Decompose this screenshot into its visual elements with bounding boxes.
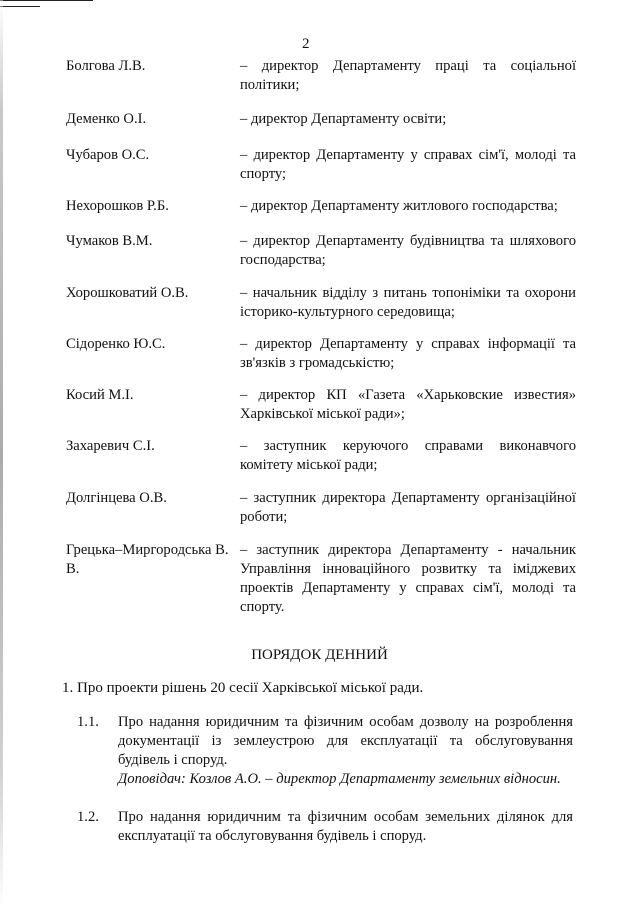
sub-item-number: 1.1. [77,714,99,730]
sub-item-text [118,808,573,846]
speaker-line: Доповідач: Козлов А.О. – директор Департаменту земельних відносин. [118,771,561,787]
sub-item-body: Про надання юридичним та фізичним особам земельних ділянок для експлуатації та обслуговування будівель і споруд. [118,809,573,844]
member-role: – заступник директора Департаменту організаційної роботи; [240,490,576,525]
agenda-item: 1. Про проекти рішень 20 сесії Харківської міської ради. [62,680,424,696]
member-name: Деменко О.І. [66,111,147,127]
member-name: Захаревич С.І. [66,438,155,454]
scan-edge-line [0,0,93,1]
member-name: Грецька–Миргородська В. В. [66,542,229,577]
member-role: – директор Департаменту у справах сім'ї, молоді та спорту; [240,147,576,182]
member-name: Сідоренко Ю.С. [66,336,166,352]
agenda-title: ПОРЯДОК ДЕННИЙ [251,647,388,663]
sub-item-body: Про надання юридичним та фізичним особам дозволу на розроблення документації із землеустрою для експлуатації та обслуговування будівель і споруд. [118,714,573,768]
member-role: – директор Департаменту житлового господарства; [240,198,558,214]
member-name: Чубаров О.С. [66,147,150,163]
member-name: Косий М.І. [66,387,134,403]
member-role: – директор КП «Газета «Харьковские известия» Харківської міської ради»; [240,387,576,422]
scan-edge-line [0,6,40,7]
member-name: Долгінцева О.В. [66,490,167,506]
sub-item-text [118,713,573,789]
member-name: Чумаков В.М. [66,233,153,249]
member-role: – директор Департаменту освіти; [240,111,447,127]
member-role: – директор Департаменту праці та соціальної політики; [240,58,576,93]
member-role: – директор Департаменту будівництва та шляхового господарства; [240,233,576,268]
member-role: – заступник директора Департаменту - начальник Управління інноваційного розвитку та іміджевих проектів Департаменту у справах сім'ї, молоді та спорту. [240,542,576,615]
member-name: Нехорошков Р.Б. [66,198,169,214]
member-role: – заступник керуючого справами виконавчого комітету міської ради; [240,438,576,473]
member-role: – директор Департаменту у справах інформації та зв'язків з громадськістю; [240,336,576,371]
member-name: Хорошковатий О.В. [66,285,189,301]
member-role: – начальник відділу з питань топоніміки та охорони історико-культурного середовища; [240,285,576,320]
sub-item-number: 1.2. [77,809,99,825]
page-number: 2 [302,36,310,52]
member-name: Болгова Л.В. [66,58,146,74]
scan-left-edge [0,0,3,909]
